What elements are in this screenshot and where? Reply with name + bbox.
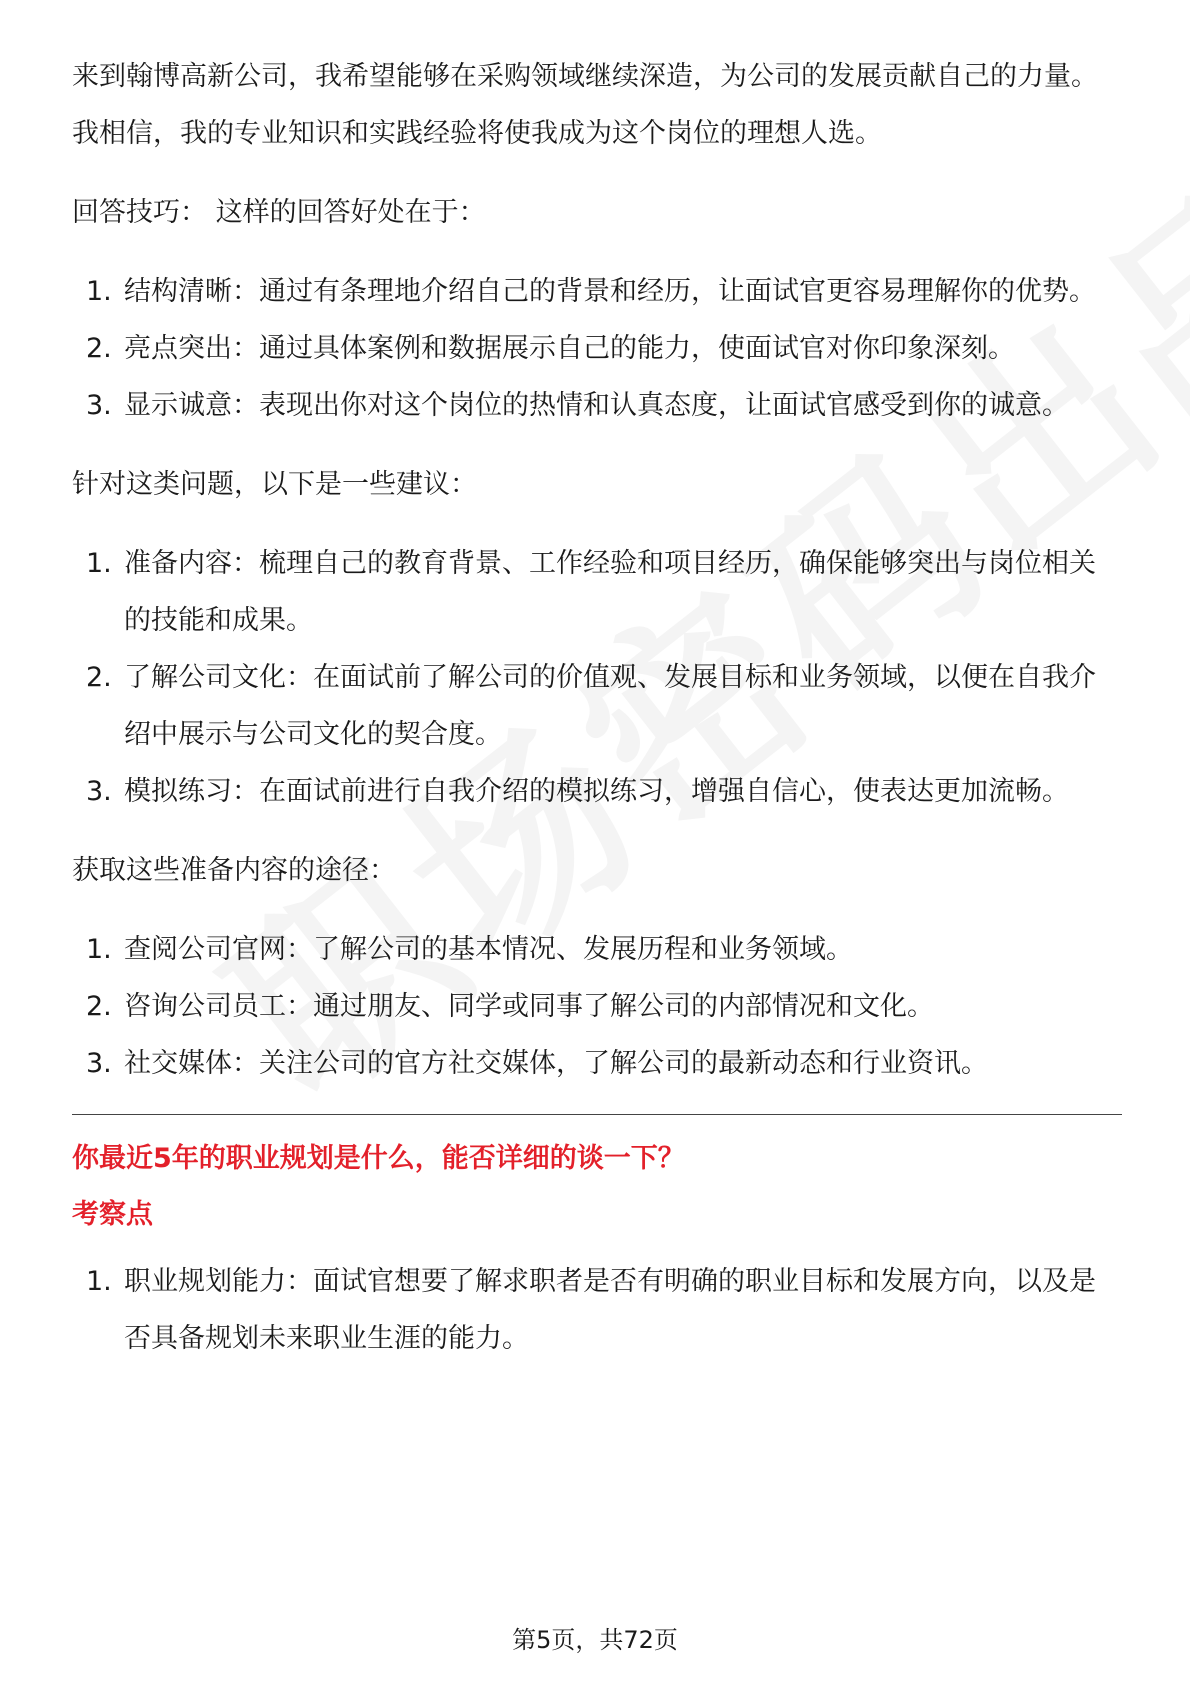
list-text: 准备内容：梳理自己的教育背景、工作经验和项目经历，确保能够突出与岗位相关的技能和成果。 bbox=[124, 548, 1096, 636]
list-text: 结构清晰：通过有条理地介绍自己的背景和经历，让面试官更容易理解你的优势。 bbox=[124, 276, 1096, 307]
list-number: 2. bbox=[86, 662, 112, 693]
question-subheading: 考察点 bbox=[72, 1199, 153, 1230]
page-number: 第5页，共72页 bbox=[512, 1626, 678, 1654]
list-text: 显示诚意：表现出你对这个岗位的热情和认真态度，让面试官感受到你的诚意。 bbox=[124, 390, 1069, 421]
list-item bbox=[72, 763, 1122, 820]
list-item bbox=[72, 263, 1122, 320]
list-number: 3. bbox=[86, 390, 112, 421]
list-item bbox=[72, 535, 1122, 649]
sources-heading: 获取这些准备内容的途径： bbox=[72, 855, 396, 886]
list-number: 1. bbox=[86, 548, 112, 579]
list-text: 模拟练习：在面试前进行自我介绍的模拟练习，增强自信心，使表达更加流畅。 bbox=[124, 776, 1069, 807]
list-item bbox=[72, 1035, 1122, 1092]
list-text: 职业规划能力：面试官想要了解求职者是否有明确的职业目标和发展方向，以及是否具备规划未来职业生涯的能力。 bbox=[124, 1266, 1096, 1354]
list-text: 了解公司文化：在面试前了解公司的价值观、发展目标和业务领域，以便在自我介绍中展示与公司文化的契合度。 bbox=[124, 662, 1096, 750]
advice-heading: 针对这类问题，以下是一些建议： bbox=[72, 469, 477, 500]
list-number: 3. bbox=[86, 776, 112, 807]
list-number: 1. bbox=[86, 934, 112, 965]
question-points-list bbox=[72, 1253, 1122, 1367]
tips-heading: 回答技巧： 这样的回答好处在于： bbox=[72, 197, 486, 228]
tips-list bbox=[72, 263, 1122, 434]
page-content bbox=[72, 48, 1122, 1389]
list-item bbox=[72, 320, 1122, 377]
list-item bbox=[72, 377, 1122, 434]
list-number: 2. bbox=[86, 991, 112, 1022]
question-title: 你最近5年的职业规划是什么，能否详细的谈一下？ bbox=[72, 1143, 685, 1174]
list-item bbox=[72, 649, 1122, 763]
advice-list bbox=[72, 535, 1122, 820]
list-text: 查阅公司官网：了解公司的基本情况、发展历程和业务领域。 bbox=[124, 934, 853, 965]
list-text: 亮点突出：通过具体案例和数据展示自己的能力，使面试官对你印象深刻。 bbox=[124, 333, 1015, 364]
list-text: 社交媒体：关注公司的官方社交媒体，了解公司的最新动态和行业资讯。 bbox=[124, 1048, 988, 1079]
list-number: 1. bbox=[86, 1266, 112, 1297]
intro-paragraph: 来到翰博高新公司，我希望能够在采购领域继续深造，为公司的发展贡献自己的力量。我相信，我的专业知识和实践经验将使我成为这个岗位的理想人选。 bbox=[72, 61, 1098, 149]
list-text: 咨询公司员工：通过朋友、同学或同事了解公司的内部情况和文化。 bbox=[124, 991, 934, 1022]
list-item bbox=[72, 921, 1122, 978]
list-number: 2. bbox=[86, 333, 112, 364]
list-number: 1. bbox=[86, 276, 112, 307]
section-divider bbox=[72, 1114, 1122, 1115]
list-item bbox=[72, 1253, 1122, 1367]
list-number: 3. bbox=[86, 1048, 112, 1079]
sources-list bbox=[72, 921, 1122, 1092]
list-item bbox=[72, 978, 1122, 1035]
